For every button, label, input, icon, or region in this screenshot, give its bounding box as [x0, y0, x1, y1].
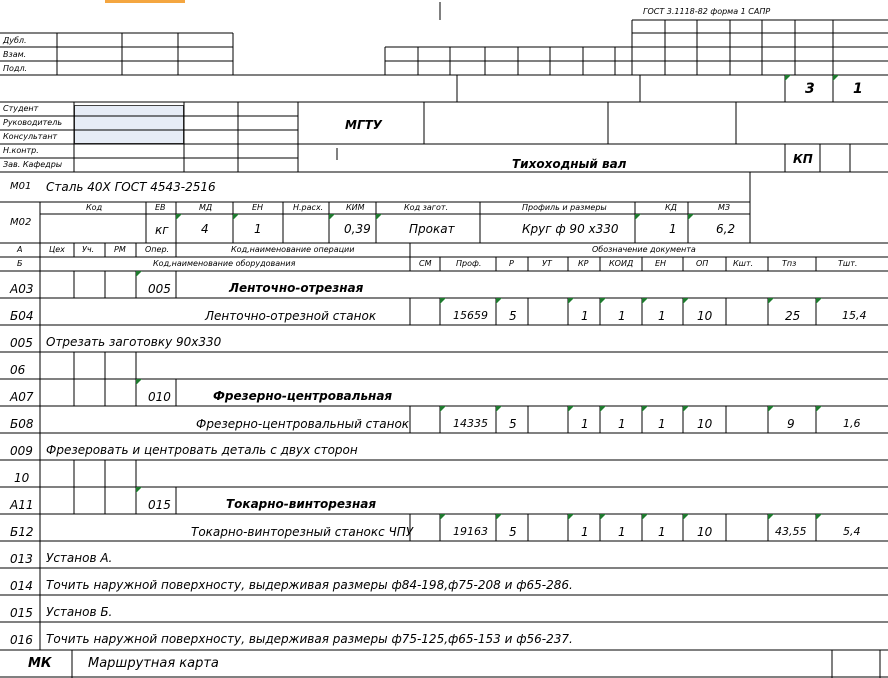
row-transition-text[interactable]: Точить наружной поверхносту, выдерживая размеры ф84-198,ф75-208 и ф65-286. — [46, 578, 573, 592]
header-b-prof: Проф. — [456, 259, 482, 268]
row-equipment[interactable]: Фрезерно-центровальный станок — [196, 417, 410, 431]
row-code: 015 — [10, 606, 33, 620]
m02-md[interactable]: 4 — [201, 222, 209, 236]
material-text[interactable]: Сталь 40Х ГОСТ 4543-2516 — [46, 180, 216, 194]
row-tpz[interactable]: 9 — [787, 417, 795, 431]
footer-doc-title: Маршрутная карта — [88, 656, 219, 671]
role-consultant: Консультант — [3, 132, 58, 141]
header-a-uch: Уч. — [82, 245, 95, 254]
header-b-tsht: Тшт. — [838, 259, 858, 268]
row-equipment[interactable]: Ленточно-отрезной станок — [205, 309, 377, 323]
row-prof[interactable]: 15659 — [453, 309, 488, 322]
header-b-r: Р — [509, 259, 514, 268]
header-b-en: ЕН — [655, 259, 667, 268]
sheets-total: 1 — [853, 81, 863, 97]
footer-doc-code: МК — [28, 656, 52, 671]
row-operation-number[interactable]: 010 — [148, 390, 171, 404]
row-transition-text[interactable]: Отрезать заготовку 90х330 — [46, 335, 222, 349]
row-op[interactable]: 10 — [697, 417, 713, 431]
row-transition-text[interactable]: Установ Б. — [46, 605, 113, 619]
m02-blank[interactable]: Прокат — [409, 222, 455, 236]
role-supervisor: Руководитель — [3, 118, 63, 127]
row-koid[interactable]: 1 — [618, 309, 626, 323]
header-a-rm: РМ — [114, 245, 126, 254]
row-transition-text[interactable]: Установ А. — [46, 551, 113, 565]
m02-en[interactable]: 1 — [254, 222, 262, 236]
m02-label-profile: Профиль и размеры — [522, 203, 607, 212]
stamp-podl: Подл. — [3, 64, 28, 73]
row-transition-text[interactable]: Фрезеровать и центровать деталь с двух сторон — [46, 443, 358, 457]
row-code: 016 — [10, 633, 33, 647]
row-tpz[interactable]: 43,55 — [775, 525, 807, 538]
m02-profile[interactable]: Круг ф 90 х330 — [522, 222, 619, 236]
row-en[interactable]: 1 — [658, 417, 666, 431]
role-student: Студент — [3, 104, 39, 113]
row-operation-number[interactable]: 005 — [148, 282, 171, 296]
m02-label-nrash: Н.расх. — [293, 203, 324, 212]
row-code: 014 — [10, 579, 33, 593]
row-code: 013 — [10, 552, 33, 566]
sheet-number: 3 — [805, 81, 815, 97]
role-norm-control: Н.контр. — [3, 146, 39, 155]
row-code: А11 — [10, 498, 34, 512]
material-code: М01 — [10, 181, 32, 192]
row-kr[interactable]: 1 — [581, 309, 589, 323]
part-name: Тихоходный вал — [512, 157, 627, 171]
row-code: Б04 — [10, 309, 34, 323]
row-koid[interactable]: 1 — [618, 417, 626, 431]
row-prof[interactable]: 14335 — [453, 417, 488, 430]
row-operation-name[interactable]: Ленточно-отрезная — [229, 281, 364, 295]
header-b-tpz: Тпз — [782, 259, 797, 268]
header-a-oper: Опер. — [145, 245, 170, 254]
header-b-sm: СМ — [419, 259, 432, 268]
row-r[interactable]: 5 — [509, 309, 517, 323]
row-code: 009 — [10, 444, 33, 458]
row-code: Б08 — [10, 417, 34, 431]
row-kr[interactable]: 1 — [581, 417, 589, 431]
m02-ev[interactable]: кг — [155, 223, 169, 237]
header-a-doc: Обозначение документа — [592, 245, 696, 254]
row-en[interactable]: 1 — [658, 525, 666, 539]
row-tpz[interactable]: 25 — [785, 309, 801, 323]
row-code: 06 — [10, 363, 26, 377]
m02-label-en: ЕН — [252, 203, 264, 212]
header-b-ksht: Кшт. — [733, 259, 754, 268]
row-op[interactable]: 10 — [697, 525, 713, 539]
m02-label-kd: КД — [665, 203, 677, 212]
stamp-dubl: Дубл. — [3, 36, 27, 45]
m02-label-md: МД — [199, 203, 213, 212]
role-head-of-dept: Зав. Кафедры — [3, 160, 63, 169]
m02-label-kod-zagot: Код загот. — [404, 203, 449, 212]
row-koid[interactable]: 1 — [618, 525, 626, 539]
m02-label-mz: МЗ — [718, 203, 731, 212]
header-a-code: А — [17, 245, 23, 254]
row-r[interactable]: 5 — [509, 417, 517, 431]
row-op[interactable]: 10 — [697, 309, 713, 323]
header-b-op: ОП — [696, 259, 709, 268]
row-kr[interactable]: 1 — [581, 525, 589, 539]
m02-code: М02 — [10, 217, 32, 228]
row-tsht[interactable]: 1,6 — [843, 417, 861, 430]
row-tsht[interactable]: 5,4 — [843, 525, 861, 538]
m02-kd[interactable]: 1 — [669, 222, 677, 236]
m02-label-ev: ЕВ — [155, 203, 166, 212]
doc-type: КП — [793, 152, 813, 166]
row-code: Б12 — [10, 525, 34, 539]
header-b-ut: УТ — [542, 259, 552, 268]
gost-label: ГОСТ 3.1118-82 форма 1 САПР — [643, 7, 771, 16]
row-code: 10 — [14, 471, 30, 485]
row-code: А03 — [10, 282, 34, 296]
header-b-kr: КР — [578, 259, 589, 268]
row-tsht[interactable]: 15,4 — [842, 309, 867, 322]
row-operation-number[interactable]: 015 — [148, 498, 171, 512]
row-en[interactable]: 1 — [658, 309, 666, 323]
header-a-opname: Код,наименование операции — [231, 245, 355, 254]
row-equipment[interactable]: Токарно-винторезный станокс ЧПУ — [191, 525, 414, 539]
row-prof[interactable]: 19163 — [453, 525, 488, 538]
row-code: 005 — [10, 336, 33, 350]
m02-label-kim: КИМ — [346, 203, 365, 212]
m02-kim[interactable]: 0,39 — [344, 222, 371, 236]
header-b-koid: КОИД — [609, 259, 634, 268]
header-b-equip: Код,наименование оборудования — [153, 259, 296, 268]
header-b-code: Б — [17, 259, 23, 268]
row-r[interactable]: 5 — [509, 525, 517, 539]
m02-mz[interactable]: 6,2 — [716, 222, 736, 236]
row-transition-text[interactable]: Точить наружной поверхносту, выдерживая размеры ф75-125,ф65-153 и ф56-237. — [46, 632, 573, 646]
m02-label-kod: Код — [86, 203, 103, 212]
header-a-ceh: Цех — [49, 245, 65, 254]
row-operation-name[interactable]: Токарно-винторезная — [226, 497, 377, 511]
row-code: А07 — [10, 390, 34, 404]
org-name: МГТУ — [345, 118, 383, 132]
row-operation-name[interactable]: Фрезерно-центровальная — [213, 389, 393, 403]
stamp-vzam: Взам. — [3, 50, 27, 59]
